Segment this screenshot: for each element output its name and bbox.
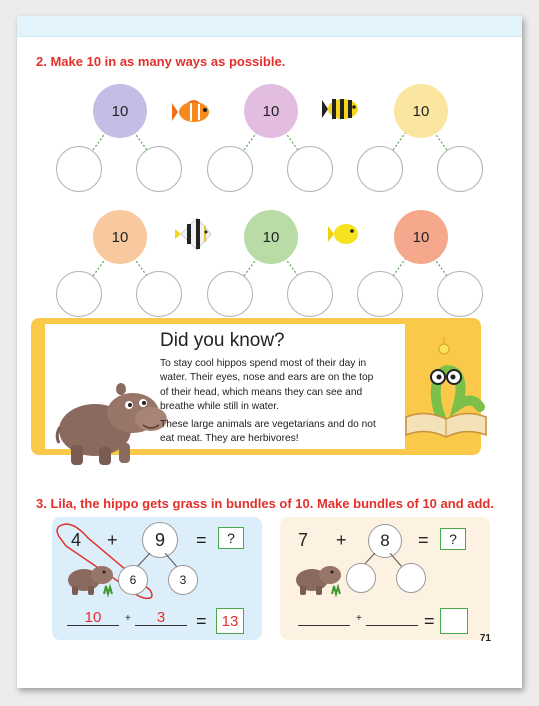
orange-fish-icon bbox=[172, 98, 216, 126]
target-bubble: 10 bbox=[394, 210, 448, 264]
answer-circle[interactable] bbox=[357, 271, 403, 317]
did-you-know-text bbox=[160, 357, 382, 449]
answer-box[interactable]: ? bbox=[218, 527, 244, 549]
answer-circle[interactable] bbox=[207, 271, 253, 317]
hippo-with-grass-icon bbox=[292, 560, 344, 598]
answer-circle[interactable] bbox=[437, 271, 483, 317]
answer-circle[interactable] bbox=[56, 146, 102, 192]
blank-1[interactable] bbox=[298, 611, 350, 626]
blank-1[interactable]: 10 bbox=[67, 611, 119, 626]
answer-circle[interactable] bbox=[357, 146, 403, 192]
did-you-know-title: Did you know? bbox=[160, 330, 285, 351]
equals-sign: = bbox=[418, 530, 429, 550]
answer-box[interactable]: ? bbox=[440, 528, 466, 550]
plus-sign-2: + bbox=[356, 613, 362, 624]
blank-2[interactable] bbox=[366, 611, 418, 626]
hippo-with-grass-icon bbox=[64, 560, 116, 598]
answer-circle[interactable] bbox=[56, 271, 102, 317]
addend-b-circle: 9 bbox=[142, 522, 178, 558]
split-circle-2: 3 bbox=[168, 565, 198, 595]
addend-a: 7 bbox=[298, 530, 309, 550]
answer-circle[interactable] bbox=[287, 146, 333, 192]
striped-fish-icon bbox=[322, 94, 364, 124]
hippo-illustration bbox=[55, 375, 173, 470]
bookworm-illustration bbox=[402, 335, 490, 445]
fact-paragraph-1: To stay cool hippos spend most of their day in water. Their eyes, nose and ears are on the top of their head, which means they can see and breathe while still in water. bbox=[160, 358, 374, 413]
angelfish-icon bbox=[175, 216, 215, 252]
yellow-fish-icon bbox=[328, 220, 362, 248]
page-number: 71 bbox=[479, 633, 491, 644]
plus-sign: + bbox=[336, 530, 347, 550]
target-bubble: 10 bbox=[244, 210, 298, 264]
equals-sign-2: = bbox=[196, 611, 207, 631]
fact-paragraph-2: These large animals are vegetarians and do not eat meat. They are herbivores! bbox=[160, 418, 376, 445]
answer-circle[interactable] bbox=[207, 146, 253, 192]
answer-circle[interactable] bbox=[136, 146, 182, 192]
question-3-title: 3. Lila, the hippo gets grass in bundles of 10. Make bundles of 10 and add. bbox=[36, 496, 494, 511]
answer-circle[interactable] bbox=[437, 146, 483, 192]
result-box[interactable] bbox=[440, 608, 468, 634]
target-bubble: 10 bbox=[93, 84, 147, 138]
plus-sign-2: + bbox=[125, 613, 131, 624]
equals-sign: = bbox=[196, 530, 207, 550]
target-bubble: 10 bbox=[394, 84, 448, 138]
result-box[interactable]: 13 bbox=[216, 608, 244, 634]
blank-2[interactable]: 3 bbox=[135, 611, 187, 626]
addend-b-circle: 8 bbox=[368, 524, 402, 558]
plus-sign: + bbox=[107, 530, 118, 550]
target-bubble: 10 bbox=[93, 210, 147, 264]
addend-a: 4 bbox=[71, 530, 82, 550]
equals-sign-2: = bbox=[424, 611, 435, 631]
target-bubble: 10 bbox=[244, 84, 298, 138]
split-circle-1: 6 bbox=[118, 565, 148, 595]
split-circle-2[interactable] bbox=[396, 563, 426, 593]
answer-circle[interactable] bbox=[287, 271, 333, 317]
answer-circle[interactable] bbox=[136, 271, 182, 317]
question-2-title: 2. Make 10 in as many ways as possible. bbox=[36, 54, 286, 69]
split-circle-1[interactable] bbox=[346, 563, 376, 593]
